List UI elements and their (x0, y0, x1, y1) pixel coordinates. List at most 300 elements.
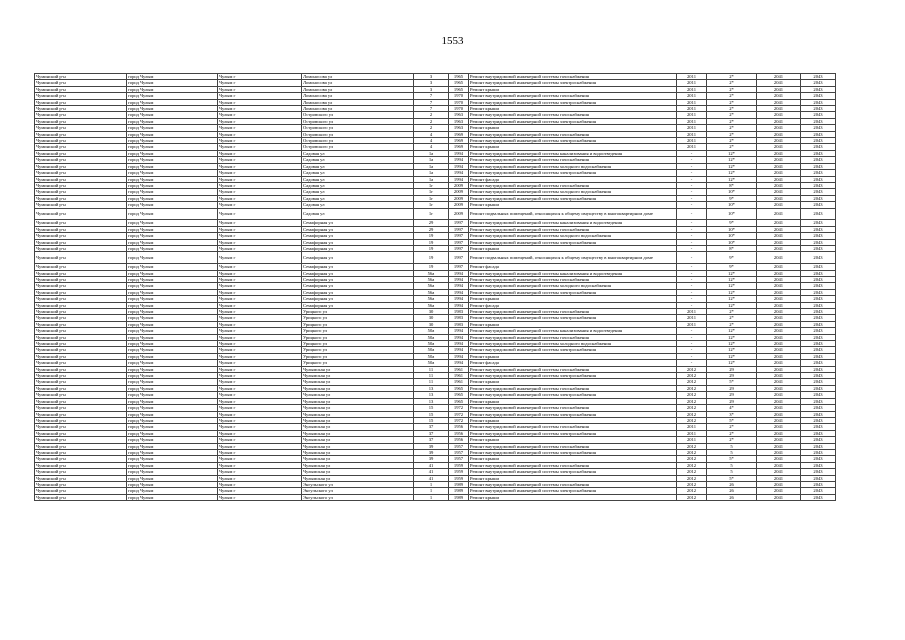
city-cell: город Чулым (127, 202, 218, 208)
year-built-cell: 1994 (449, 150, 469, 156)
district-cell: Чуминский р-н (35, 437, 127, 443)
locality-cell: Чулым г (218, 150, 302, 156)
plan-end-cell: 2043 (801, 315, 836, 321)
city-cell: город Чулым (127, 163, 218, 169)
street-cell: Садовая ул (302, 150, 414, 156)
plan-start-cell: 2041 (757, 353, 801, 359)
house-cell: 19 (414, 239, 449, 245)
plan-start-cell: 2041 (757, 226, 801, 232)
plan-end-cell: 2043 (801, 74, 836, 80)
year-built-cell: 1965 (449, 398, 469, 404)
work-type-cell: Ремонт внутридомовой инженерной системы газоснабжения (469, 112, 677, 118)
city-cell: город Чулым (127, 341, 218, 347)
plan-start-cell: 2041 (757, 379, 801, 385)
district-cell: Чуминский р-н (35, 106, 127, 112)
last-repair-cell: - (677, 176, 707, 182)
wear-cell: 2* (707, 131, 757, 137)
plan-end-cell: 2043 (801, 86, 836, 92)
wear-cell: 5* (707, 417, 757, 423)
year-built-cell: 1994 (449, 328, 469, 334)
house-cell: 1 (414, 481, 449, 487)
wear-cell: 10* (707, 189, 757, 195)
locality-cell: Чулым г (218, 86, 302, 92)
district-cell: Чуминский р-н (35, 449, 127, 455)
wear-cell: 12* (707, 353, 757, 359)
plan-end-cell: 2043 (801, 449, 836, 455)
street-cell: Ломоносова ул (302, 80, 414, 86)
plan-start-cell: 2041 (757, 411, 801, 417)
work-type-cell: Ремонт крыши (469, 437, 677, 443)
district-cell: Чуминский р-н (35, 144, 127, 150)
city-cell: город Чулым (127, 443, 218, 449)
wear-cell: 26 (707, 481, 757, 487)
year-built-cell: 1997 (449, 226, 469, 232)
city-cell: город Чулым (127, 239, 218, 245)
plan-end-cell: 2043 (801, 125, 836, 131)
year-built-cell: 1965 (449, 385, 469, 391)
plan-start-cell: 2041 (757, 430, 801, 436)
district-cell: Чуминский р-н (35, 296, 127, 302)
house-cell: 11 (414, 379, 449, 385)
street-cell: Чулымская ул (302, 405, 414, 411)
plan-end-cell: 2043 (801, 341, 836, 347)
wear-cell: 2* (707, 80, 757, 86)
plan-start-cell: 2041 (757, 309, 801, 315)
year-built-cell: 1994 (449, 176, 469, 182)
plan-start-cell: 2041 (757, 93, 801, 99)
locality-cell: Чулым г (218, 252, 302, 264)
plan-end-cell: 2043 (801, 93, 836, 99)
street-cell: Чулымская ул (302, 411, 414, 417)
street-cell: Урицкого ул (302, 309, 414, 315)
plan-end-cell: 2043 (801, 347, 836, 353)
work-type-cell: Ремонт крыши (469, 296, 677, 302)
work-type-cell: Ремонт внутридомовой инженерной системы холодного водоснабжения (469, 233, 677, 239)
year-built-cell: 1963 (449, 125, 469, 131)
city-cell: город Чулым (127, 245, 218, 251)
plan-start-cell: 2041 (757, 144, 801, 150)
year-built-cell: 1994 (449, 289, 469, 295)
work-type-cell: Ремонт крыши (469, 321, 677, 327)
plan-start-cell: 2041 (757, 462, 801, 468)
wear-cell: 9* (707, 220, 757, 226)
house-cell: 3 (414, 86, 449, 92)
work-type-cell: Ремонт внутридомовой инженерной системы газоснабжения (469, 405, 677, 411)
plan-start-cell: 2041 (757, 150, 801, 156)
last-repair-cell: 2012 (677, 392, 707, 398)
street-cell: Садовая ул (302, 170, 414, 176)
street-cell: Чулымская ул (302, 385, 414, 391)
work-type-cell: Ремонт внутридомовой инженерной системы электроснабжения (469, 315, 677, 321)
work-type-cell: Ремонт внутридомовой инженерной системы электроснабжения (469, 99, 677, 105)
district-cell: Чуминский р-н (35, 494, 127, 500)
last-repair-cell: 2011 (677, 144, 707, 150)
year-built-cell: 1994 (449, 334, 469, 340)
city-cell: город Чулым (127, 347, 218, 353)
district-cell: Чуминский р-н (35, 220, 127, 226)
city-cell: город Чулым (127, 176, 218, 182)
plan-end-cell: 2043 (801, 379, 836, 385)
work-type-cell: Ремонт внутридомовой инженерной системы канализования и водоотведения (469, 270, 677, 276)
city-cell: город Чулым (127, 469, 218, 475)
street-cell: Чулымская ул (302, 449, 414, 455)
plan-end-cell: 2043 (801, 144, 836, 150)
plan-start-cell: 2041 (757, 86, 801, 92)
plan-end-cell: 2043 (801, 488, 836, 494)
street-cell: Урицкого ул (302, 328, 414, 334)
street-cell: Чулымская ул (302, 392, 414, 398)
repair-register-table (34, 73, 871, 501)
district-cell: Чуминский р-н (35, 328, 127, 334)
district-cell: Чуминский р-н (35, 481, 127, 487)
street-cell: Урицкого ул (302, 347, 414, 353)
district-cell: Чуминский р-н (35, 276, 127, 282)
year-built-cell: 1969 (449, 131, 469, 137)
work-type-cell: Ремонт внутридомовой инженерной системы газоснабжения (469, 385, 677, 391)
wear-cell: 9* (707, 195, 757, 201)
city-cell: город Чулым (127, 144, 218, 150)
locality-cell: Чулым г (218, 245, 302, 251)
district-cell: Чуминский р-н (35, 138, 127, 144)
plan-start-cell: 2041 (757, 449, 801, 455)
city-cell: город Чулым (127, 462, 218, 468)
district-cell: Чуминский р-н (35, 302, 127, 308)
district-cell: Чуминский р-н (35, 405, 127, 411)
plan-end-cell: 2043 (801, 373, 836, 379)
street-cell: Урицкого ул (302, 341, 414, 347)
plan-start-cell: 2041 (757, 195, 801, 201)
work-type-cell: Ремонт крыши (469, 417, 677, 423)
plan-start-cell: 2041 (757, 456, 801, 462)
year-built-cell: 1997 (449, 264, 469, 270)
work-type-cell: Ремонт внутридомовой инженерной системы электроснабжения (469, 239, 677, 245)
last-repair-cell: 2011 (677, 106, 707, 112)
house-cell: 2 (414, 118, 449, 124)
last-repair-cell: 2012 (677, 385, 707, 391)
year-built-cell: 1970 (449, 99, 469, 105)
last-repair-cell: 2012 (677, 398, 707, 404)
work-type-cell: Ремонт крыши (469, 379, 677, 385)
district-cell: Чуминский р-н (35, 252, 127, 264)
house-cell: 2 (414, 125, 449, 131)
plan-end-cell: 2043 (801, 456, 836, 462)
wear-cell: 12* (707, 296, 757, 302)
year-built-cell: 1994 (449, 283, 469, 289)
year-built-cell: 1994 (449, 163, 469, 169)
plan-start-cell: 2041 (757, 125, 801, 131)
last-repair-cell: - (677, 283, 707, 289)
plan-start-cell: 2041 (757, 252, 801, 264)
house-cell: 50а (414, 347, 449, 353)
wear-cell: 5* (707, 475, 757, 481)
district-cell: Чуминский р-н (35, 131, 127, 137)
district-cell: Чуминский р-н (35, 469, 127, 475)
year-built-cell: 1963 (449, 112, 469, 118)
year-built-cell: 1972 (449, 405, 469, 411)
street-cell: Чулымская ул (302, 475, 414, 481)
district-cell: Чуминский р-н (35, 462, 127, 468)
district-cell: Чуминский р-н (35, 182, 127, 188)
plan-end-cell: 2043 (801, 321, 836, 327)
street-cell: Семафорная ул (302, 270, 414, 276)
city-cell: город Чулым (127, 170, 218, 176)
city-cell: город Чулым (127, 189, 218, 195)
year-built-cell: 1994 (449, 347, 469, 353)
plan-start-cell: 2041 (757, 296, 801, 302)
last-repair-cell: 2011 (677, 93, 707, 99)
locality-cell: Чулым г (218, 112, 302, 118)
plan-start-cell: 2041 (757, 131, 801, 137)
plan-start-cell: 2041 (757, 176, 801, 182)
work-type-cell: Ремонт крыши (469, 398, 677, 404)
house-cell: 30 (414, 321, 449, 327)
city-cell: город Чулым (127, 270, 218, 276)
work-type-cell: Ремонт внутридомовой инженерной системы электроснабжения (469, 373, 677, 379)
house-cell: 29 (414, 226, 449, 232)
last-repair-cell: 2011 (677, 112, 707, 118)
locality-cell: Чулым г (218, 469, 302, 475)
locality-cell: Чулым г (218, 488, 302, 494)
city-cell: город Чулым (127, 233, 218, 239)
house-cell: 50а (414, 341, 449, 347)
year-built-cell: 1994 (449, 360, 469, 366)
work-type-cell: Ремонт подвальных помещений, относящихся к общему имуществу в многоквартирном доме (469, 208, 677, 220)
district-cell: Чуминский р-н (35, 443, 127, 449)
district-cell: Чуминский р-н (35, 411, 127, 417)
city-cell: город Чулым (127, 437, 218, 443)
wear-cell: 29 (707, 366, 757, 372)
district-cell: Чуминский р-н (35, 150, 127, 156)
street-cell: Чулымская ул (302, 443, 414, 449)
plan-end-cell: 2043 (801, 163, 836, 169)
locality-cell: Чулым г (218, 328, 302, 334)
plan-start-cell: 2041 (757, 443, 801, 449)
plan-end-cell: 2043 (801, 138, 836, 144)
locality-cell: Чулым г (218, 233, 302, 239)
plan-start-cell: 2041 (757, 360, 801, 366)
locality-cell: Чулым г (218, 106, 302, 112)
plan-end-cell: 2043 (801, 385, 836, 391)
district-cell: Чуминский р-н (35, 112, 127, 118)
house-cell: 30 (414, 309, 449, 315)
city-cell: город Чулым (127, 112, 218, 118)
city-cell: город Чулым (127, 481, 218, 487)
wear-cell: 2* (707, 93, 757, 99)
house-cell: 1а (414, 176, 449, 182)
last-repair-cell: - (677, 252, 707, 264)
city-cell: город Чулым (127, 430, 218, 436)
district-cell: Чуминский р-н (35, 385, 127, 391)
district-cell: Чуминский р-н (35, 239, 127, 245)
city-cell: город Чулым (127, 80, 218, 86)
plan-end-cell: 2043 (801, 264, 836, 270)
locality-cell: Чулым г (218, 443, 302, 449)
work-type-cell: Ремонт подвальных помещений, относящихся к общему имуществу в многоквартирном доме (469, 252, 677, 264)
last-repair-cell: - (677, 276, 707, 282)
last-repair-cell: 2012 (677, 366, 707, 372)
plan-start-cell: 2041 (757, 157, 801, 163)
work-type-cell: Ремонт крыши (469, 202, 677, 208)
city-cell: город Чулым (127, 456, 218, 462)
wear-cell: 12* (707, 276, 757, 282)
plan-end-cell: 2043 (801, 405, 836, 411)
plan-start-cell: 2041 (757, 170, 801, 176)
wear-cell: 2* (707, 144, 757, 150)
wear-cell: 2* (707, 315, 757, 321)
plan-end-cell: 2043 (801, 353, 836, 359)
year-built-cell: 1959 (449, 462, 469, 468)
year-built-cell: 1994 (449, 341, 469, 347)
plan-start-cell: 2041 (757, 366, 801, 372)
street-cell: Садовая ул (302, 176, 414, 182)
city-cell: город Чулым (127, 264, 218, 270)
district-cell: Чуминский р-н (35, 379, 127, 385)
house-cell: 56а (414, 302, 449, 308)
city-cell: город Чулым (127, 252, 218, 264)
work-type-cell: Ремонт внутридомовой инженерной системы электроснабжения (469, 449, 677, 455)
plan-end-cell: 2043 (801, 118, 836, 124)
plan-start-cell: 2041 (757, 302, 801, 308)
plan-end-cell: 2043 (801, 226, 836, 232)
house-cell: 50а (414, 360, 449, 366)
plan-end-cell: 2043 (801, 475, 836, 481)
locality-cell: Чулым г (218, 347, 302, 353)
house-cell: 37 (414, 424, 449, 430)
wear-cell: 12* (707, 270, 757, 276)
year-built-cell: 2009 (449, 208, 469, 220)
last-repair-cell: - (677, 353, 707, 359)
house-cell: 1 (414, 494, 449, 500)
plan-end-cell: 2043 (801, 131, 836, 137)
locality-cell: Чулым г (218, 321, 302, 327)
plan-end-cell: 2043 (801, 462, 836, 468)
city-cell: город Чулым (127, 379, 218, 385)
wear-cell: 12* (707, 328, 757, 334)
wear-cell: 12* (707, 289, 757, 295)
street-cell: Чулымская ул (302, 462, 414, 468)
wear-cell: 2* (707, 424, 757, 430)
wear-cell: 2* (707, 99, 757, 105)
wear-cell: 26 (707, 494, 757, 500)
wear-cell: 10* (707, 226, 757, 232)
year-built-cell: 1994 (449, 276, 469, 282)
wear-cell: 26 (707, 488, 757, 494)
city-cell: город Чулым (127, 392, 218, 398)
last-repair-cell: 2011 (677, 437, 707, 443)
work-type-cell: Ремонт внутридомовой инженерной системы электроснабжения (469, 430, 677, 436)
plan-end-cell: 2043 (801, 366, 836, 372)
city-cell: город Чулым (127, 411, 218, 417)
last-repair-cell: - (677, 189, 707, 195)
year-built-cell: 1997 (449, 220, 469, 226)
plan-start-cell: 2041 (757, 289, 801, 295)
wear-cell: 12* (707, 163, 757, 169)
city-cell: город Чулым (127, 398, 218, 404)
street-cell: Энгульского ул (302, 494, 414, 500)
street-cell: Островского ул (302, 112, 414, 118)
street-cell: Семафорная ул (302, 226, 414, 232)
locality-cell: Чулым г (218, 202, 302, 208)
plan-end-cell: 2043 (801, 233, 836, 239)
city-cell: город Чулым (127, 494, 218, 500)
work-type-cell: Ремонт крыши (469, 86, 677, 92)
plan-end-cell: 2043 (801, 430, 836, 436)
district-cell: Чуминский р-н (35, 392, 127, 398)
wear-cell: 8* (707, 245, 757, 251)
year-built-cell: 1997 (449, 239, 469, 245)
last-repair-cell: 2011 (677, 430, 707, 436)
work-type-cell: Ремонт крыши (469, 125, 677, 131)
plan-end-cell: 2043 (801, 469, 836, 475)
street-cell: Садовая ул (302, 182, 414, 188)
locality-cell: Чулым г (218, 302, 302, 308)
city-cell: город Чулым (127, 309, 218, 315)
last-repair-cell: - (677, 341, 707, 347)
street-cell: Чулымская ул (302, 469, 414, 475)
house-cell: 37 (414, 430, 449, 436)
house-cell: 30 (414, 315, 449, 321)
locality-cell: Чулым г (218, 360, 302, 366)
last-repair-cell: 2012 (677, 379, 707, 385)
work-type-cell: Ремонт внутридомовой инженерной системы газоснабжения (469, 462, 677, 468)
locality-cell: Чулым г (218, 144, 302, 150)
work-type-cell: Ремонт внутридомовой инженерной системы газоснабжения (469, 93, 677, 99)
house-cell: 1а (414, 163, 449, 169)
plan-end-cell: 2043 (801, 417, 836, 423)
wear-cell: 29 (707, 398, 757, 404)
wear-cell: 2* (707, 138, 757, 144)
locality-cell: Чулым г (218, 481, 302, 487)
district-cell: Чуминский р-н (35, 118, 127, 124)
wear-cell: 29 (707, 392, 757, 398)
wear-cell: 12* (707, 157, 757, 163)
street-cell: Чулымская ул (302, 417, 414, 423)
house-cell: 2 (414, 112, 449, 118)
work-type-cell: Ремонт крыши (469, 353, 677, 359)
city-cell: город Чулым (127, 289, 218, 295)
last-repair-cell: - (677, 296, 707, 302)
locality-cell: Чулым г (218, 353, 302, 359)
district-cell: Чуминский р-н (35, 163, 127, 169)
last-repair-cell: 2011 (677, 309, 707, 315)
district-cell: Чуминский р-н (35, 80, 127, 86)
locality-cell: Чулым г (218, 392, 302, 398)
house-cell: 3 (414, 80, 449, 86)
plan-start-cell: 2041 (757, 398, 801, 404)
year-built-cell: 1970 (449, 106, 469, 112)
plan-start-cell: 2041 (757, 208, 801, 220)
year-built-cell: 2009 (449, 202, 469, 208)
last-repair-cell: - (677, 302, 707, 308)
work-type-cell: Ремонт фасада (469, 264, 677, 270)
year-built-cell: 1959 (449, 469, 469, 475)
street-cell: Семафорная ул (302, 252, 414, 264)
district-cell: Чуминский р-н (35, 93, 127, 99)
plan-start-cell: 2041 (757, 341, 801, 347)
plan-start-cell: 2041 (757, 276, 801, 282)
work-type-cell: Ремонт внутридомовой инженерной системы электроснабжения (469, 488, 677, 494)
last-repair-cell: - (677, 233, 707, 239)
year-built-cell: 2009 (449, 189, 469, 195)
plan-end-cell: 2043 (801, 99, 836, 105)
last-repair-cell: 2012 (677, 449, 707, 455)
house-cell: 13 (414, 385, 449, 391)
district-cell: Чуминский р-н (35, 189, 127, 195)
last-repair-cell: 2012 (677, 488, 707, 494)
wear-cell: 2* (707, 118, 757, 124)
city-cell: город Чулым (127, 321, 218, 327)
house-cell: 56а (414, 289, 449, 295)
